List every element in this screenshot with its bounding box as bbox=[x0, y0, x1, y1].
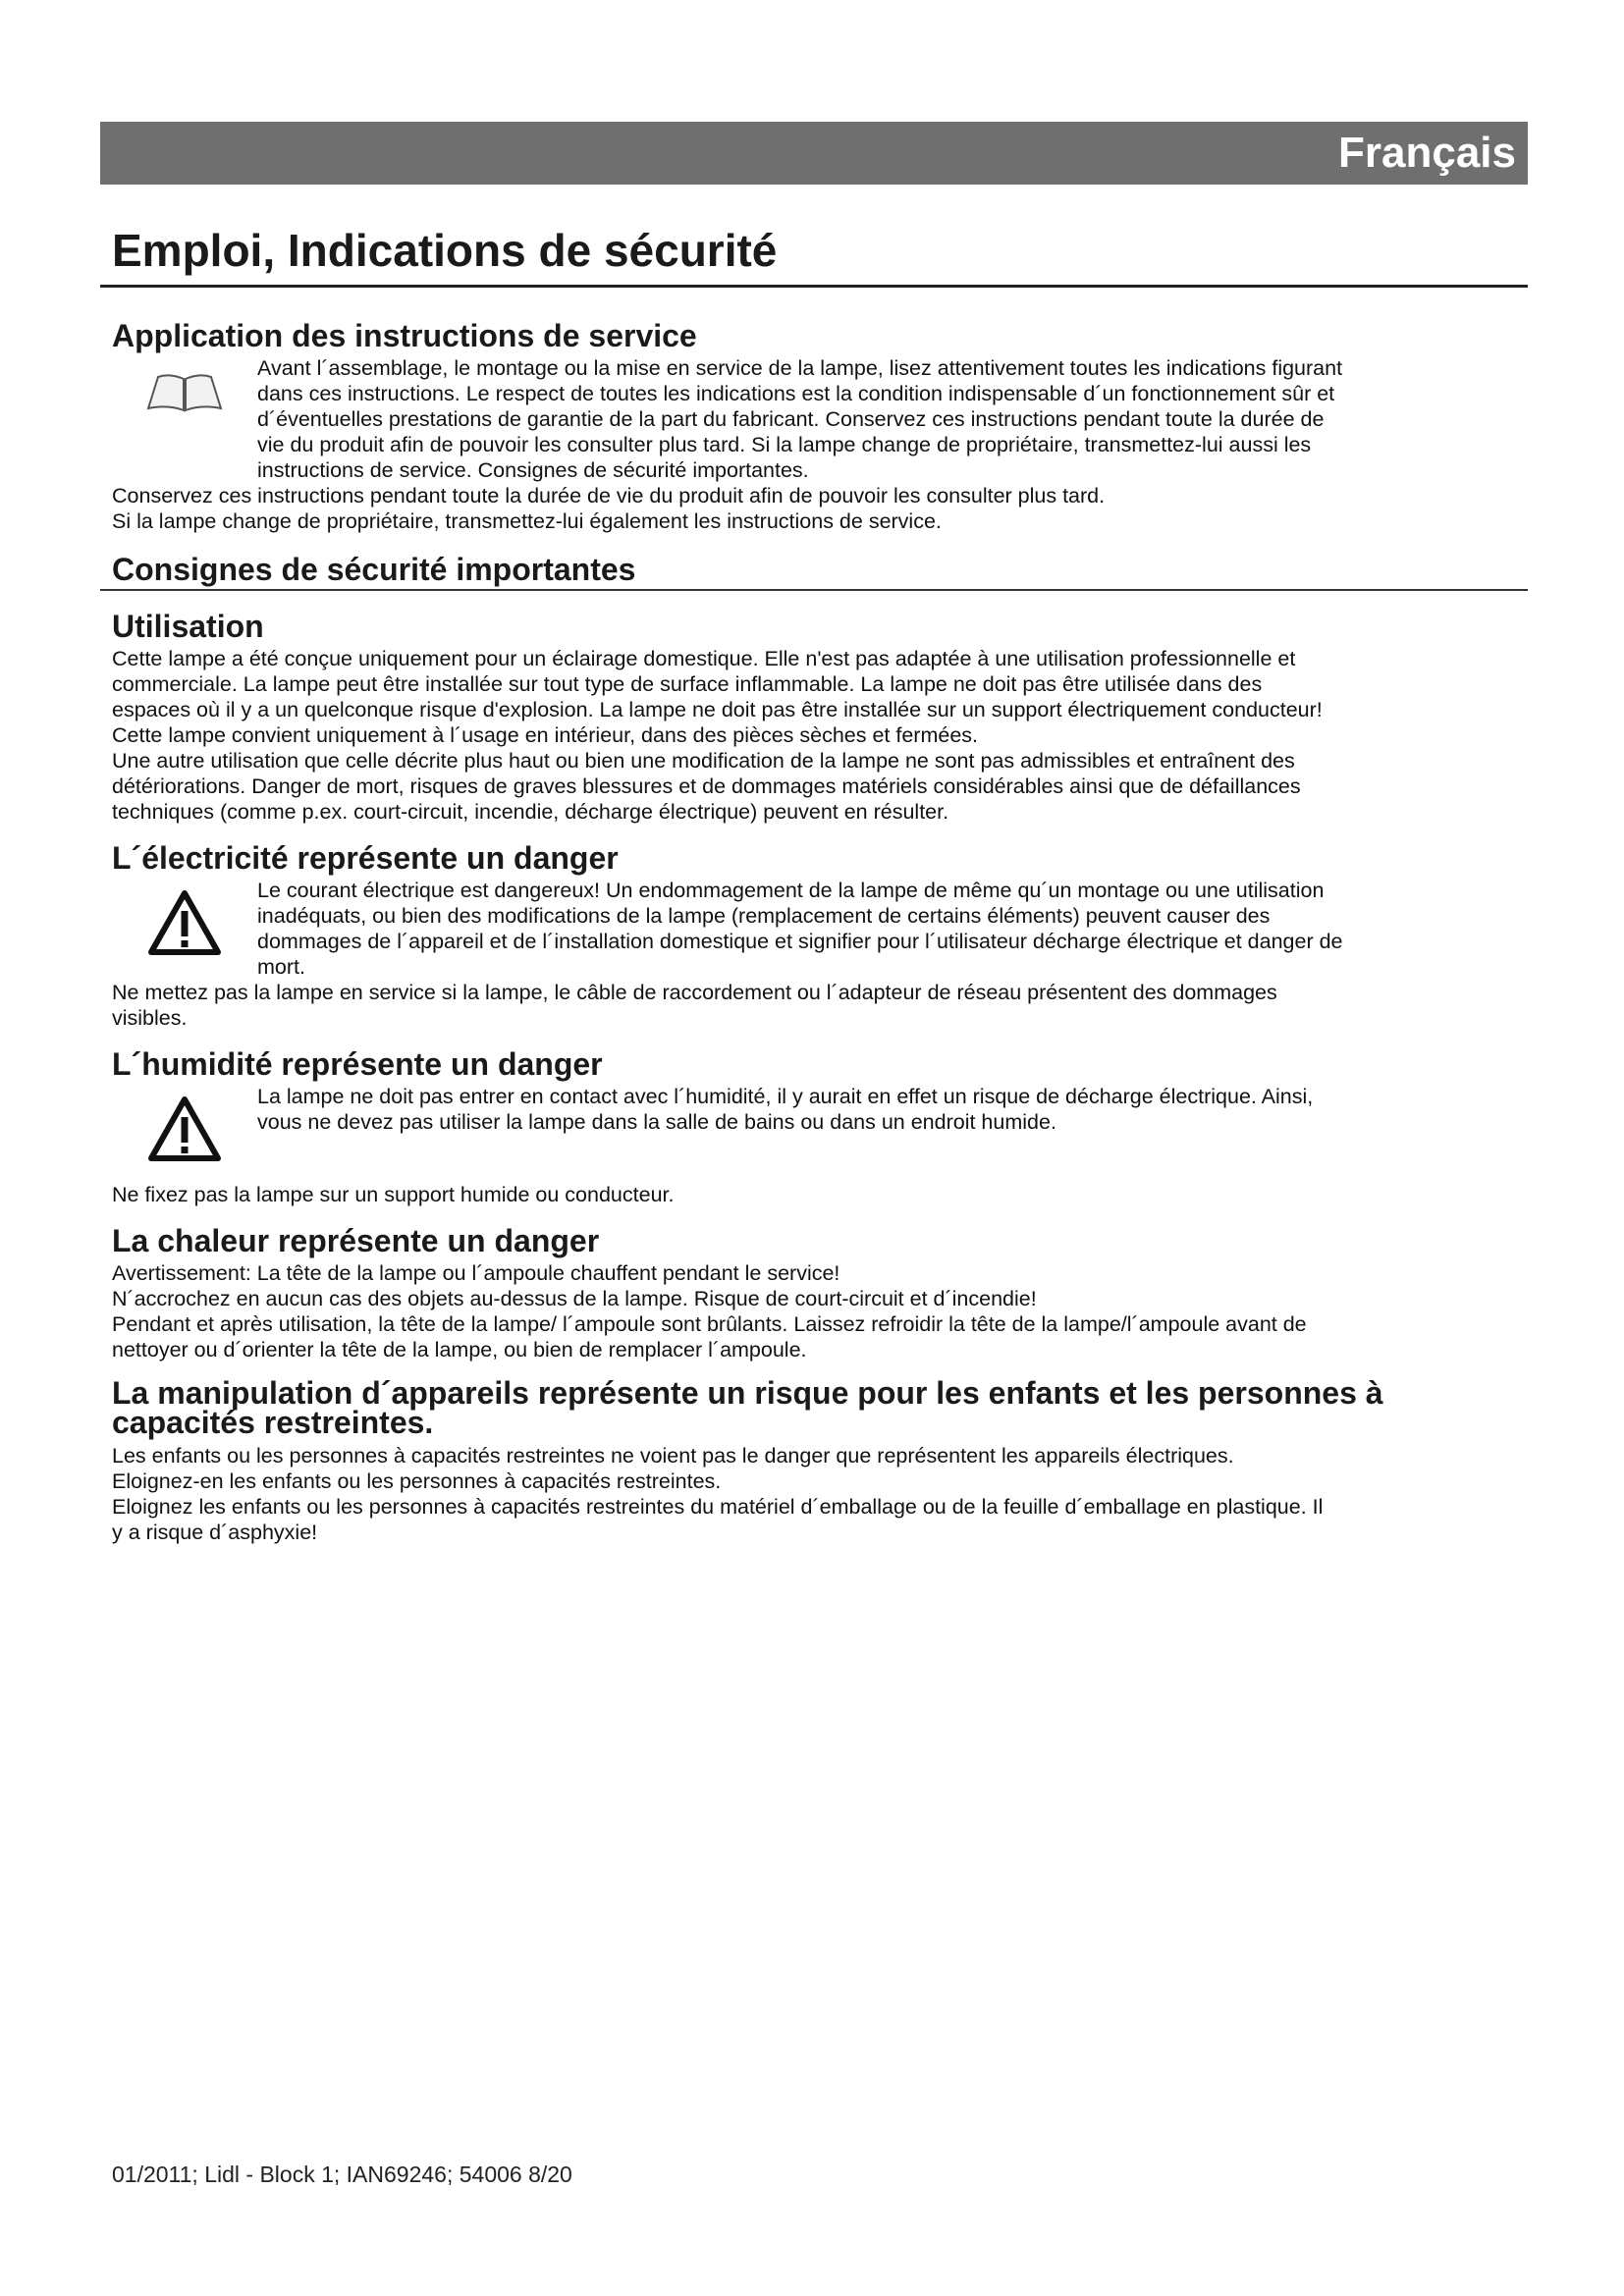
text-line: vous ne devez pas utiliser la lampe dans la salle de bains ou dans un endroit humide. bbox=[257, 1110, 1056, 1134]
text-line: commerciale. La lampe peut être installée sur tout type de surface inflammable. La lampe ne doit pas être utilisée dans des bbox=[112, 672, 1263, 696]
text-line: mort. bbox=[257, 955, 305, 979]
text-line: Une autre utilisation que celle décrite plus haut ou bien une modification de la lampe ne sont pas admissibles et entraînent des bbox=[112, 749, 1295, 773]
text-line: Eloignez-en les enfants ou les personnes à capacités restreintes. bbox=[112, 1469, 722, 1493]
text-line: La lampe ne doit pas entrer en contact avec l´humidité, il y aurait en effet un risque de décharge électrique. Ainsi, bbox=[257, 1085, 1314, 1108]
section-heading-important: Consignes de sécurité importantes bbox=[112, 552, 636, 587]
document-body bbox=[112, 316, 1418, 1545]
text-line: détériorations. Danger de mort, risques de graves blessures et de dommages matériels considérables ainsi que de défaillances bbox=[112, 774, 1301, 798]
text-line: techniques (comme p.ex. court-circuit, incendie, décharge électrique) peuvent en résulter. bbox=[112, 800, 949, 824]
section-heading-application: Application des instructions de service bbox=[112, 318, 697, 353]
text-line: Avertissement: La tête de la lampe ou l´ampoule chauffent pendant le service! bbox=[112, 1261, 840, 1285]
section-heading-humidity: L´humidité représente un danger bbox=[112, 1046, 603, 1082]
title-divider bbox=[100, 285, 1528, 288]
warning-icon bbox=[147, 889, 222, 956]
text-line: Pendant et après utilisation, la tête de la lampe/ l´ampoule sont brûlants. Laissez refroidir la tête de la lampe/l´ampoule avant de bbox=[112, 1312, 1307, 1336]
heading-line: La manipulation d´appareils représente un risque pour les enfants et les personnes à bbox=[112, 1375, 1383, 1411]
text-line: nettoyer ou d´orienter la tête de la lampe, ou bien de remplacer l´ampoule. bbox=[112, 1338, 807, 1362]
section-heading-children bbox=[112, 1375, 1418, 1440]
section-divider bbox=[100, 589, 1528, 591]
text-line: Ne mettez pas la lampe en service si la lampe, le câble de raccordement ou l´adapteur de réseau présentent des dommages bbox=[112, 981, 1277, 1004]
text-line: visibles. bbox=[112, 1006, 188, 1030]
text-line: Le courant électrique est dangereux! Un endommagement de la lampe de même qu´un montage ou une utilisation bbox=[257, 879, 1325, 902]
text-line: instructions de service. Consignes de sécurité importantes. bbox=[257, 458, 809, 482]
text-line: inadéquats, ou bien des modifications de la lampe (remplacement de certains éléments) peuvent causer des bbox=[257, 904, 1271, 928]
humidity-intro bbox=[112, 1084, 1418, 1162]
text-line: Cette lampe convient uniquement à l´usage en intérieur, dans des pièces sèches et fermées. bbox=[112, 723, 979, 747]
text-line: Les enfants ou les personnes à capacités restreintes ne voient pas le danger que représentent les appareils électriques. bbox=[112, 1444, 1234, 1468]
section-heading-electricity: L´électricité représente un danger bbox=[112, 840, 619, 876]
application-intro bbox=[112, 355, 1418, 483]
page-title: Emploi, Indications de sécurité bbox=[112, 225, 778, 276]
page-footer: 01/2011; Lidl - Block 1; IAN69246; 54006 8/20 bbox=[112, 2162, 572, 2187]
text-line: N´accrochez en aucun cas des objets au-dessus de la lampe. Risque de court-circuit et d´incendie! bbox=[112, 1287, 1037, 1310]
language-bar bbox=[100, 122, 1528, 185]
section-heading-heat: La chaleur représente un danger bbox=[112, 1223, 600, 1258]
section-heading-utilisation: Utilisation bbox=[112, 609, 264, 644]
text-line: Si la lampe change de propriétaire, transmettez-lui également les instructions de service. bbox=[112, 509, 942, 533]
text-line: dommages de l´appareil et de l´installation domestique et signifier pour l´utilisateur décharge électrique et danger de bbox=[257, 930, 1343, 953]
language-label: Français bbox=[1338, 129, 1516, 177]
text-line: Eloignez les enfants ou les personnes à capacités restreintes du matériel d´emballage ou de la feuille d´emballage en plastique. Il bbox=[112, 1495, 1324, 1519]
warning-icon bbox=[147, 1095, 222, 1162]
electricity-intro bbox=[112, 878, 1418, 980]
text-line: y a risque d´asphyxie! bbox=[112, 1521, 318, 1544]
text-line: d´éventuelles prestations de garantie de la part du fabricant. Conservez ces instructions pendant toute la durée de bbox=[257, 407, 1325, 431]
text-line: espaces où il y a un quelconque risque d'explosion. La lampe ne doit pas être installée sur un support électriquement conducteur! bbox=[112, 698, 1323, 721]
text-line: dans ces instructions. Le respect de toutes les indications est la condition indispensable d´un fonctionnement sûr et bbox=[257, 382, 1335, 405]
book-icon bbox=[144, 369, 225, 414]
text-line: Ne fixez pas la lampe sur un support humide ou conducteur. bbox=[112, 1183, 675, 1206]
text-line: Cette lampe a été conçue uniquement pour un éclairage domestique. Elle n'est pas adaptée à une utilisation professionnelle et bbox=[112, 647, 1296, 670]
text-line: Avant l´assemblage, le montage ou la mise en service de la lampe, lisez attentivement toutes les indications figurant bbox=[257, 356, 1343, 380]
text-line: vie du produit afin de pouvoir les consulter plus tard. Si la lampe change de propriétaire, transmettez-lui aussi les bbox=[257, 433, 1312, 456]
heading-line: capacités restreintes. bbox=[112, 1405, 434, 1440]
text-line: Conservez ces instructions pendant toute la durée de vie du produit afin de pouvoir les consulter plus tard. bbox=[112, 484, 1106, 507]
